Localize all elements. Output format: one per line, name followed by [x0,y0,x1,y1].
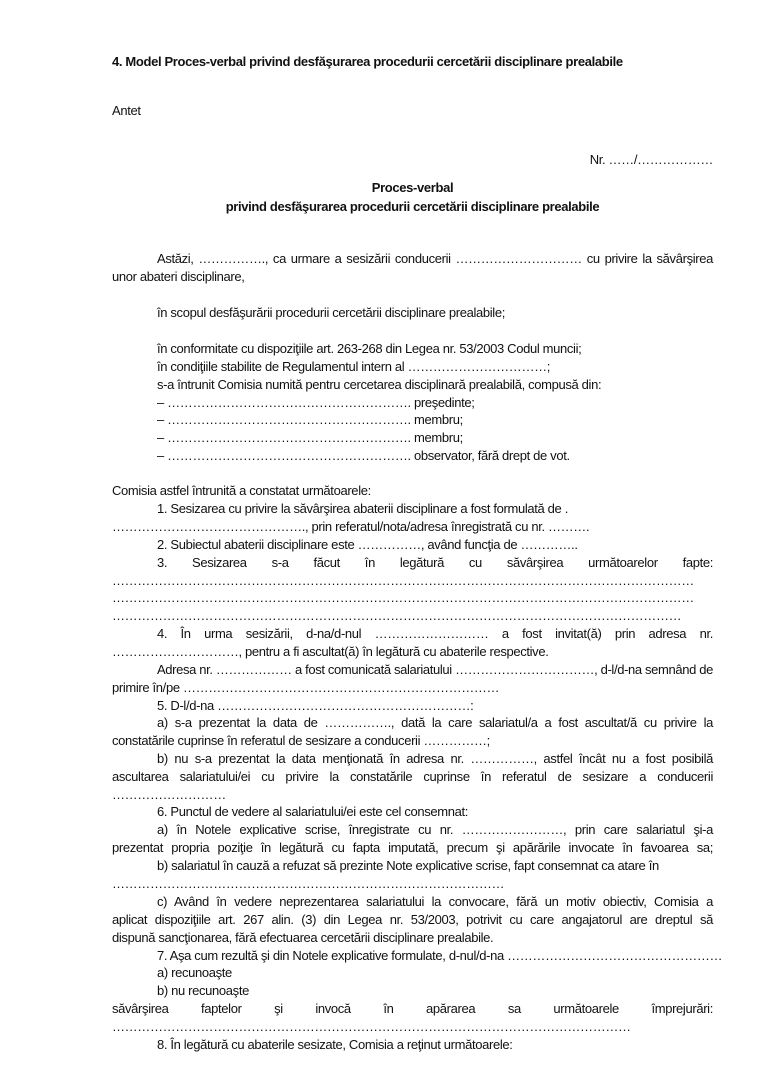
paragraph-line: c) Având în vedere neprezentarea salariatului la convocare, fără un motiv obiectiv, Comisia a [157,894,713,909]
paragraph-line: Adresa nr. ……………… a fost comunicată salariatului ……………………………, d-l/d-na semnând de [157,662,713,677]
paragraph-line: 2. Subiectul abaterii disciplinare este ……………, având funcţia de ………….. [157,537,578,552]
letterhead-label: Antet [112,103,141,118]
paragraph-line: Astăzi, ……………., ca urmare a sesizării conducerii ………………………… cu privire la săvârşirea [157,251,713,266]
paragraph-line: aplicat dispoziţiile art. 267 alin. (3) din Legea nr. 53/2003, potrivit cu care angajatorul are dreptul să [112,912,713,927]
registration-number: Nr. ……/……………… [589,152,713,167]
blank-line: …………………………………………………………………………………………………………… [112,1019,631,1034]
commission-member-line: – …………………………………………………. preşedinte; [157,395,475,410]
paragraph-line: s-a întrunit Comisia numită pentru cercetarea disciplinară prealabilă, compusă din: [157,377,602,392]
paragraph-line: 3. Sesizarea s-a făcut în legătură cu săvârşirea următoarelor fapte: [157,555,713,570]
paragraph-line: b) nu s-a prezentat la data menţionată în adresa nr. ……………, astfel încât nu a fost posibilă [157,751,713,766]
paragraph-line: unor abateri disciplinare, [112,269,245,284]
paragraph-line: în scopul desfăşurării procedurii cercetării disciplinare prealabile; [157,305,505,320]
paragraph-line: Comisia astfel întrunită a constatat următoarele: [112,483,371,498]
paragraph-line: b) salariatul în cauză a refuzat să prezinte Note explicative scrise, fapt consemnat ca atare în [157,858,659,873]
paragraph-line: 6. Punctul de vedere al salariatului/ei este cel consemnat: [157,804,469,819]
blank-line: ………………………………………………………………………………… [112,876,505,891]
paragraph-line: dispună sancţionarea, fără efectuarea cercetării disciplinare prealabile. [112,930,494,945]
commission-member-line: – …………………………………………………. membru; [157,430,463,445]
paragraph-line: a) s-a prezentat la data de ……………., dată la care salariatul/a a fost ascultat/ă cu privire la [157,715,713,730]
paragraph-line: 4. În urma sesizării, d-na/d-nul ……………………… a fost invitat(ă) prin adresa nr. [157,626,713,641]
paragraph-line: ………………………………………., prin referatul/nota/adresa înregistrată cu nr. ………. [112,519,590,534]
commission-member-line: – …………………………………………………. observator, fără drept de vot. [157,448,570,463]
commission-member-line: – …………………………………………………. membru; [157,412,463,427]
option-line: a) recunoaşte [157,965,232,980]
paragraph-line: 5. D-l/d-na ……………………………………………………: [157,698,474,713]
blank-line: ………………………………………………………………………………………………………………………… [112,573,694,588]
option-line: b) nu recunoaşte [157,983,249,998]
document-title: Proces-verbal [371,180,454,195]
blank-line: ………………………………………………………………………………………………………………………… [112,590,694,605]
paragraph-line: 8. În legătură cu abaterile sesizate, Comisia a reţinut următoarele: [157,1037,513,1052]
paragraph-line: 7. Aşa cum rezultă şi din Notele explicative formulate, d-nul/d-na …………………………………………… [157,948,723,963]
blank-line: ……………………… [112,787,226,802]
paragraph-line: a) în Notele explicative scrise, înregistrate cu nr. ……………………, prin care salariatul şi-a [157,822,713,837]
paragraph-line: ascultarea salariatului/ei cu privire la constatările cuprinse în referatul de sesizare a conducerii [112,769,713,784]
paragraph-line: săvârşirea faptelor şi invocă în apărarea sa următoarele împrejurări: [112,1001,713,1016]
document-heading: 4. Model Proces-verbal privind desfăşurarea procedurii cercetării disciplinare prealabile [112,54,623,69]
document-subtitle: privind desfăşurarea procedurii cercetării disciplinare prealabile [225,199,600,214]
paragraph-line: în conformitate cu dispoziţiile art. 263-268 din Legea nr. 53/2003 Codul muncii; [157,341,582,356]
blank-line: ……………………………………………………………………………………………………………………… [112,608,682,623]
paragraph-line: 1. Sesizarea cu privire la săvârşirea abaterii disciplinare a fost formulată de . [157,501,568,516]
paragraph-line: în condiţiile stabilite de Regulamentul intern al ……………………………; [157,359,551,374]
paragraph-line: prezentat propria poziţie în legătură cu fapta imputată, precum şi apărările invocate în favoarea sa; [112,840,713,855]
paragraph-line: …………………………, pentru a fi ascultat(ă) în legătură cu abaterile respective. [112,644,549,659]
paragraph-line: primire în/pe ………………………………………………………………… [112,680,500,695]
paragraph-line: constatările cuprinse în referatul de sesizare a conducerii ……………; [112,733,490,748]
